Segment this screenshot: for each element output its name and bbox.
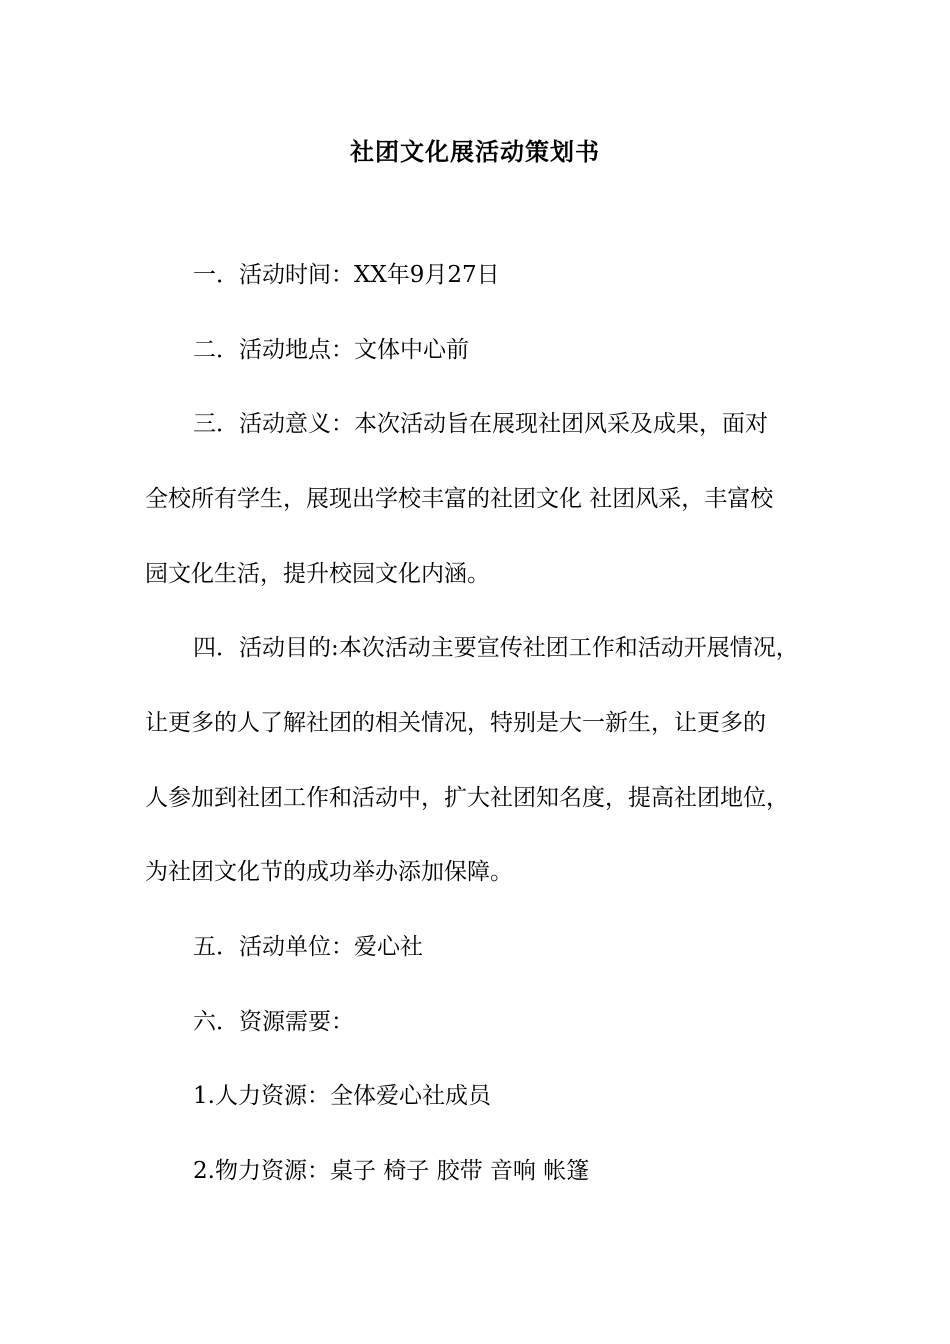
item-activity-significance: 三．活动意义：本次活动旨在展现社团风采及成果，面对	[193, 411, 768, 437]
item-human-resources: 1.人力资源：全体爱心社成员	[193, 1083, 491, 1109]
item-material-resources: 2.物力资源：桌子 椅子 胶带 音响 帐篷	[193, 1158, 590, 1184]
paragraph-line: 人参加到社团工作和活动中，扩大社团知名度，提高社团地位，	[145, 785, 789, 811]
item-resource-needs: 六．资源需要：	[193, 1009, 354, 1035]
item-activity-time: 一．活动时间：XX年9月27日	[193, 262, 500, 288]
paragraph-line: 为社团文化节的成功举办添加保障。	[145, 859, 513, 885]
item-activity-purpose: 四．活动目的:本次活动主要宣传社团工作和活动开展情况，	[193, 635, 799, 661]
item-activity-location: 二．活动地点：文体中心前	[193, 337, 469, 363]
paragraph-line: 全校所有学生，展现出学校丰富的社团文化 社团风采，丰富校	[145, 486, 774, 512]
paragraph-line: 园文化生活，提升校园文化内涵。	[145, 561, 490, 587]
paragraph-line: 让更多的人了解社团的相关情况，特别是大一新生，让更多的	[145, 710, 766, 736]
item-activity-unit: 五．活动单位：爱心社	[193, 934, 423, 960]
document-title: 社团文化展活动策划书	[350, 137, 600, 166]
